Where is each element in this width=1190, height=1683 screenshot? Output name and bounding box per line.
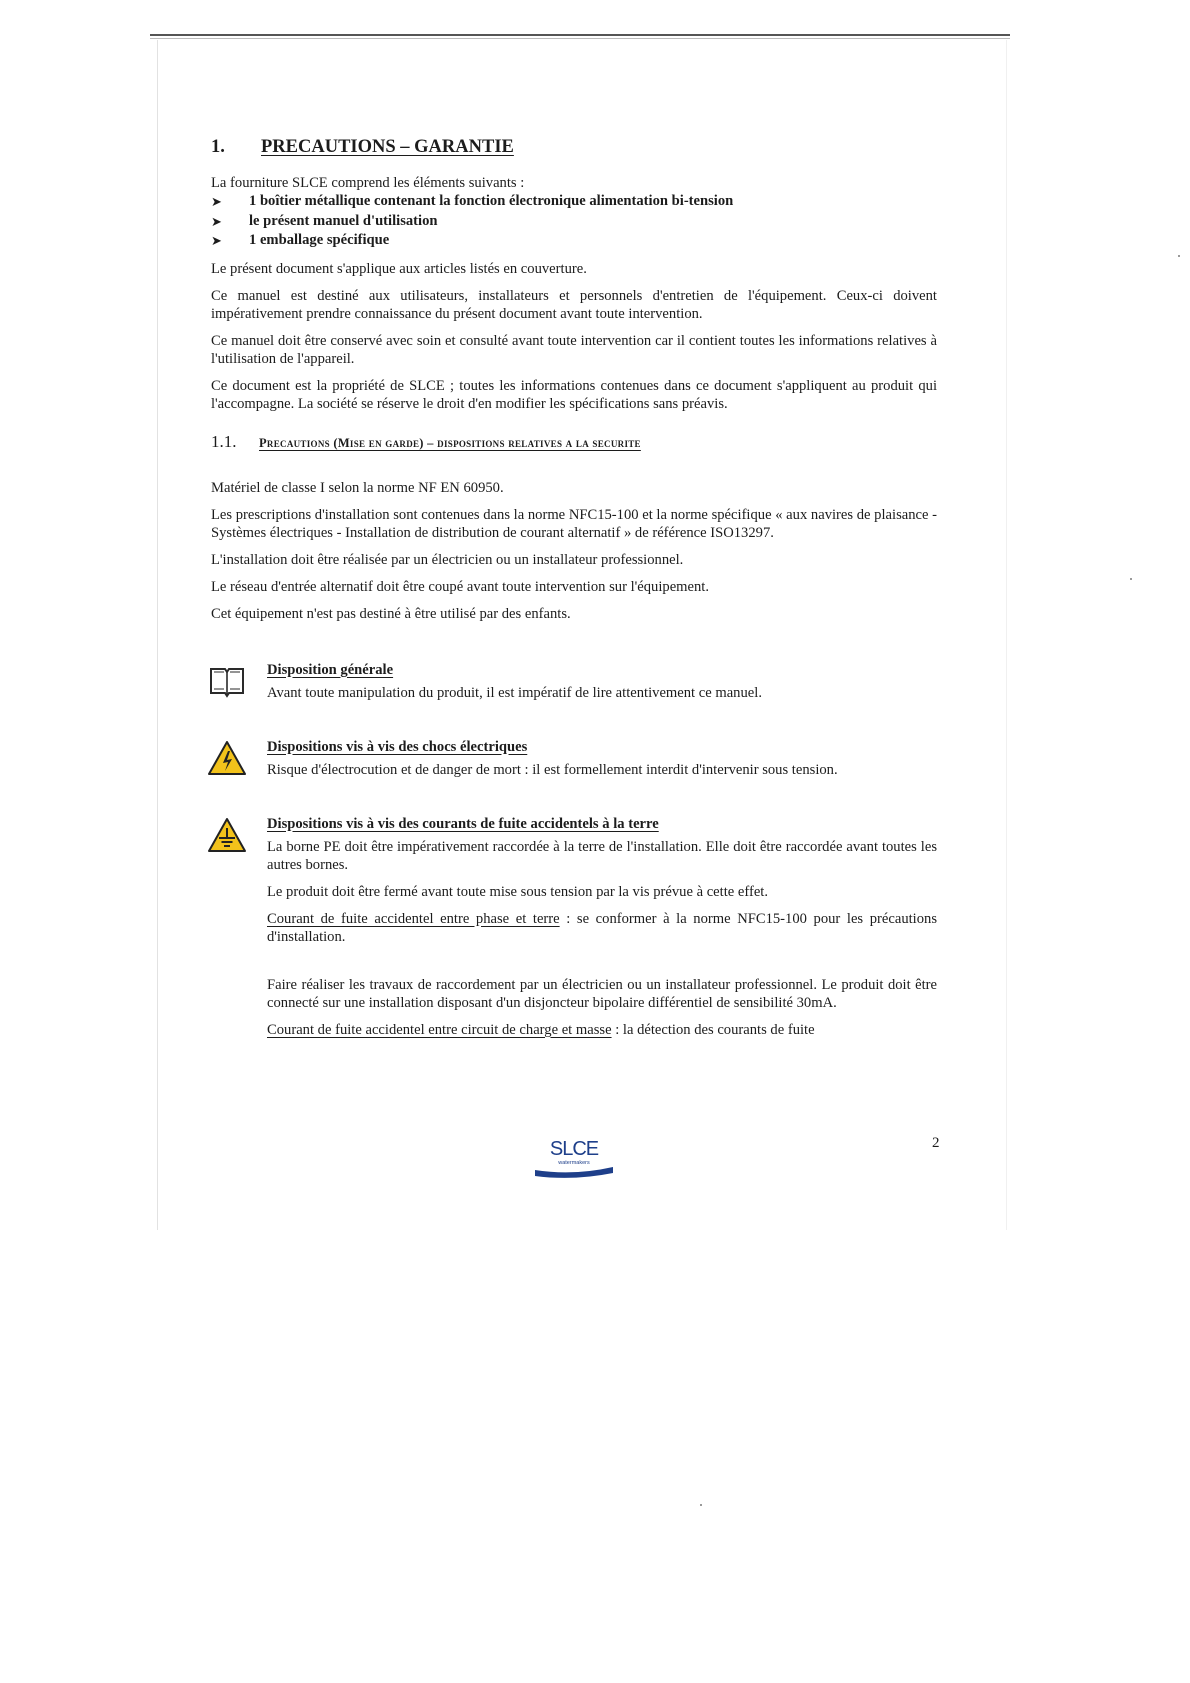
document-body bbox=[211, 138, 937, 1039]
logo-text: SLCE bbox=[549, 1138, 599, 1160]
scan-speck bbox=[1178, 255, 1180, 257]
logo-tagline: watermakers bbox=[558, 1160, 590, 1166]
leakage-current-block bbox=[211, 815, 937, 1039]
slce-logo bbox=[533, 1136, 615, 1180]
subsection-number: 1.1. bbox=[211, 431, 237, 451]
list-item: ➤ 1 boîtier métallique contenant la fonction électronique alimentation bi-tension bbox=[211, 192, 937, 212]
paragraph: Les prescriptions d'installation sont contenues dans la norme NFC15-100 et la norme spécifique « aux navires de plaisance - Systèmes électriques - Installation de distribution de courant alternatif » de référence ISO13297. bbox=[211, 506, 937, 541]
page-top-edge-shadow bbox=[150, 38, 1010, 39]
block-title: Disposition générale bbox=[267, 661, 394, 678]
list-item: ➤ le présent manuel d'utilisation bbox=[211, 212, 937, 232]
scan-speck bbox=[700, 1504, 702, 1506]
subsection-title: Precautions (Mise en garde) – dispositions relatives a la securite bbox=[259, 435, 641, 450]
section-title: PRECAUTIONS – GARANTIE bbox=[261, 137, 514, 157]
book-icon bbox=[207, 663, 247, 699]
block-text: Avant toute manipulation du produit, il est impératif de lire attentivement ce manuel. bbox=[267, 684, 762, 701]
block-text: Courant de fuite accidentel entre phase et terre : se conformer à la norme NFC15-100 pour les précautions d'installation. bbox=[267, 910, 937, 945]
block-title: Dispositions vis à vis des chocs électriques bbox=[267, 738, 528, 755]
leak-charge-mass-label: Courant de fuite accidentel entre circuit de charge et masse bbox=[267, 1021, 612, 1038]
section-number: 1. bbox=[211, 137, 225, 157]
page-top-edge bbox=[150, 34, 1010, 36]
block-text: Le produit doit être fermé avant toute mise sous tension par la vis prévue à cette effet. bbox=[267, 883, 769, 900]
subsection-heading bbox=[211, 433, 937, 452]
arrow-bullet-icon: ➤ bbox=[211, 233, 222, 248]
paragraph: Le présent document s'applique aux articles listés en couverture. bbox=[211, 260, 587, 277]
page-left-edge bbox=[157, 40, 158, 1230]
block-text: La borne PE doit être impérativement raccordée à la terre de l'installation. Elle doit être raccordée avant toutes les autres bornes. bbox=[267, 838, 937, 873]
paragraph: Ce document est la propriété de SLCE ; toutes les informations contenues dans ce document s'appliquent au produit qui l'accompagne. La société se réserve le droit d'en modifier les spécifications sans préavis. bbox=[211, 377, 937, 412]
paragraph: Ce manuel doit être conservé avec soin et consulté avant toute intervention car il contient toutes les informations relatives à l'utilisation de l'appareil. bbox=[211, 332, 937, 367]
paragraph: Le réseau d'entrée alternatif doit être coupé avant toute intervention sur l'équipement. bbox=[211, 578, 709, 595]
arrow-bullet-icon: ➤ bbox=[211, 213, 222, 229]
block-text: Faire réaliser les travaux de raccordement par un électricien ou un installateur professionnel. Le produit doit être connecté sur une installation disposant d'un disjoncteur bipolaire différentiel de sensibilité 30mA. bbox=[267, 976, 937, 1011]
paragraph: Ce manuel est destiné aux utilisateurs, installateurs et personnels d'entretien de l'équipement. Ceux-ci doivent impérativement prendre connaissance du présent document avant toute intervention. bbox=[211, 287, 937, 322]
arrow-bullet-icon: ➤ bbox=[211, 194, 222, 209]
leak-phase-earth-label: Courant de fuite accidentel entre phase et terre bbox=[267, 910, 560, 927]
page-number: 2 bbox=[932, 1135, 940, 1151]
wave-icon bbox=[535, 1167, 613, 1178]
intro-text: La fourniture SLCE comprend les éléments suivants : bbox=[211, 175, 525, 191]
block-text: Courant de fuite accidentel entre circuit de charge et masse : la détection des courants de fuite bbox=[267, 1021, 815, 1038]
general-disposition-block bbox=[211, 661, 937, 702]
paragraph: Cet équipement n'est pas destiné à être utilisé par des enfants. bbox=[211, 605, 571, 622]
scan-speck bbox=[1130, 578, 1132, 580]
section-heading bbox=[211, 138, 937, 156]
ground-warning-icon bbox=[207, 817, 247, 853]
block-title: Dispositions vis à vis des courants de fuite accidentels à la terre bbox=[267, 815, 659, 832]
paragraph: Matériel de classe I selon la norme NF EN 60950. bbox=[211, 479, 504, 496]
paragraph: L'installation doit être réalisée par un électricien ou un installateur professionnel. bbox=[211, 551, 684, 568]
block-text: Risque d'électrocution et de danger de mort : il est formellement interdit d'intervenir sous tension. bbox=[267, 761, 838, 778]
supply-list bbox=[211, 192, 937, 251]
page-right-edge bbox=[1006, 40, 1007, 1230]
list-item: ➤ 1 emballage spécifique bbox=[211, 231, 937, 251]
electric-warning-icon bbox=[207, 740, 247, 776]
electric-shock-block bbox=[211, 738, 937, 779]
